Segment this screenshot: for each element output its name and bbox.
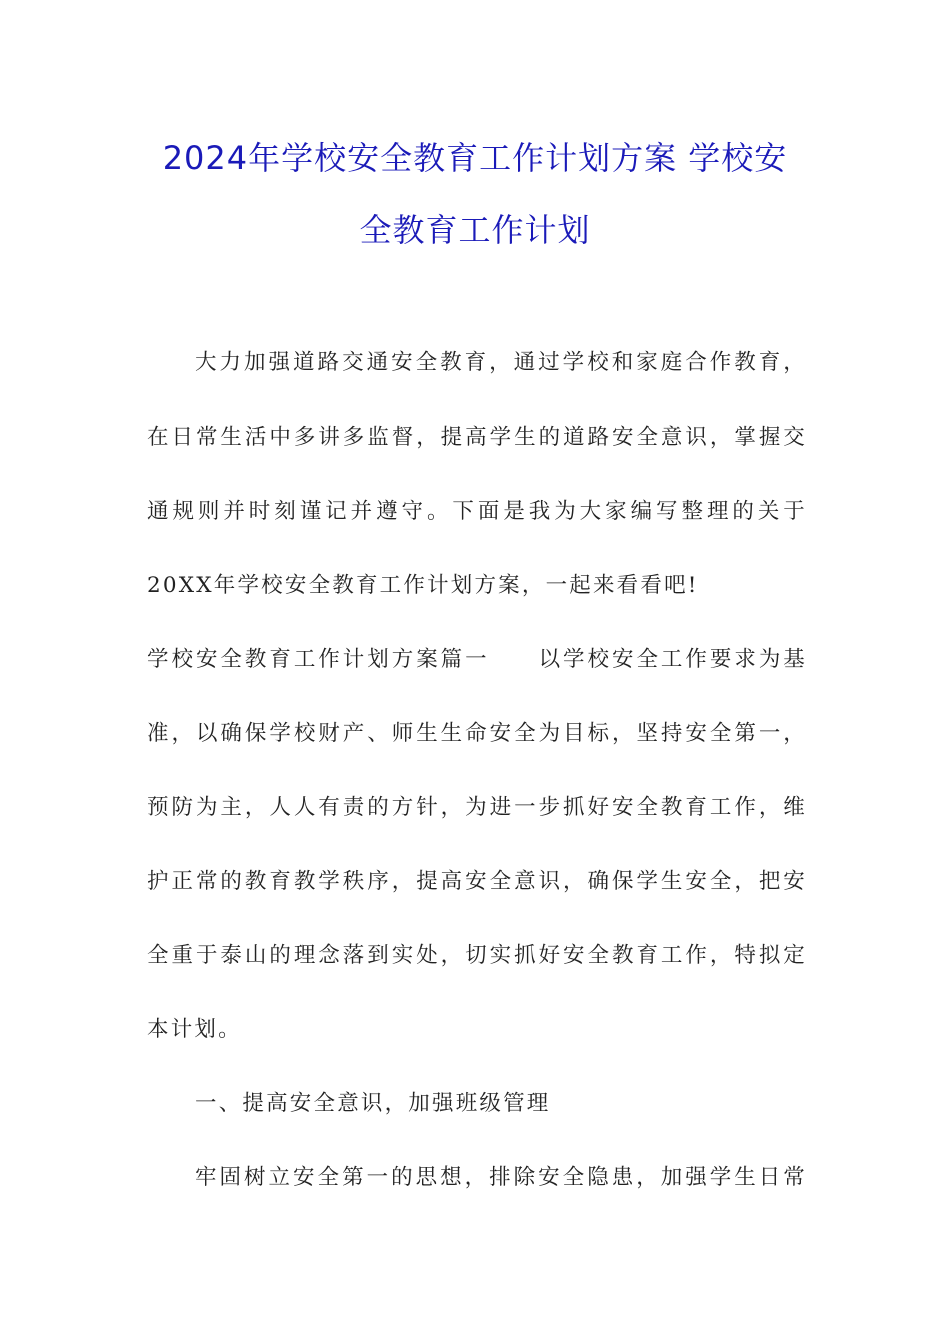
section-line-5: 全重于泰山的理念落到实处，切实抓好安全教育工作，特拟定: [147, 943, 807, 968]
section-line-1: 学校安全教育工作计划方案篇一 以学校安全工作要求为基: [147, 647, 807, 672]
paragraph-1-line-1: 牢固树立安全第一的思想，排除安全隐患，加强学生日常: [195, 1165, 807, 1190]
intro-line-2: 在日常生活中多讲多监督，提高学生的道路安全意识，掌握交: [147, 425, 807, 450]
intro-line-1: 大力加强道路交通安全教育，通过学校和家庭合作教育，: [195, 350, 807, 375]
section-line-2: 准，以确保学校财产、师生生命安全为目标，坚持安全第一，: [147, 721, 807, 746]
document-title-line-2: 全教育工作计划: [359, 211, 591, 249]
intro-line-3: 通规则并时刻谨记并遵守。下面是我为大家编写整理的关于: [147, 499, 807, 524]
section-line-3: 预防为主，人人有责的方针，为进一步抓好安全教育工作，维: [147, 795, 807, 820]
document-title-line-1: 2024年学校安全教育工作计划方案 学校安: [162, 139, 788, 177]
section-line-6: 本计划。: [147, 1017, 242, 1042]
heading-1: 一、提高安全意识，加强班级管理: [195, 1091, 551, 1116]
intro-line-4: 20XX年学校安全教育工作计划方案，一起来看看吧!: [147, 573, 699, 598]
section-line-4: 护正常的教育教学秩序，提高安全意识，确保学生安全，把安: [147, 869, 807, 894]
